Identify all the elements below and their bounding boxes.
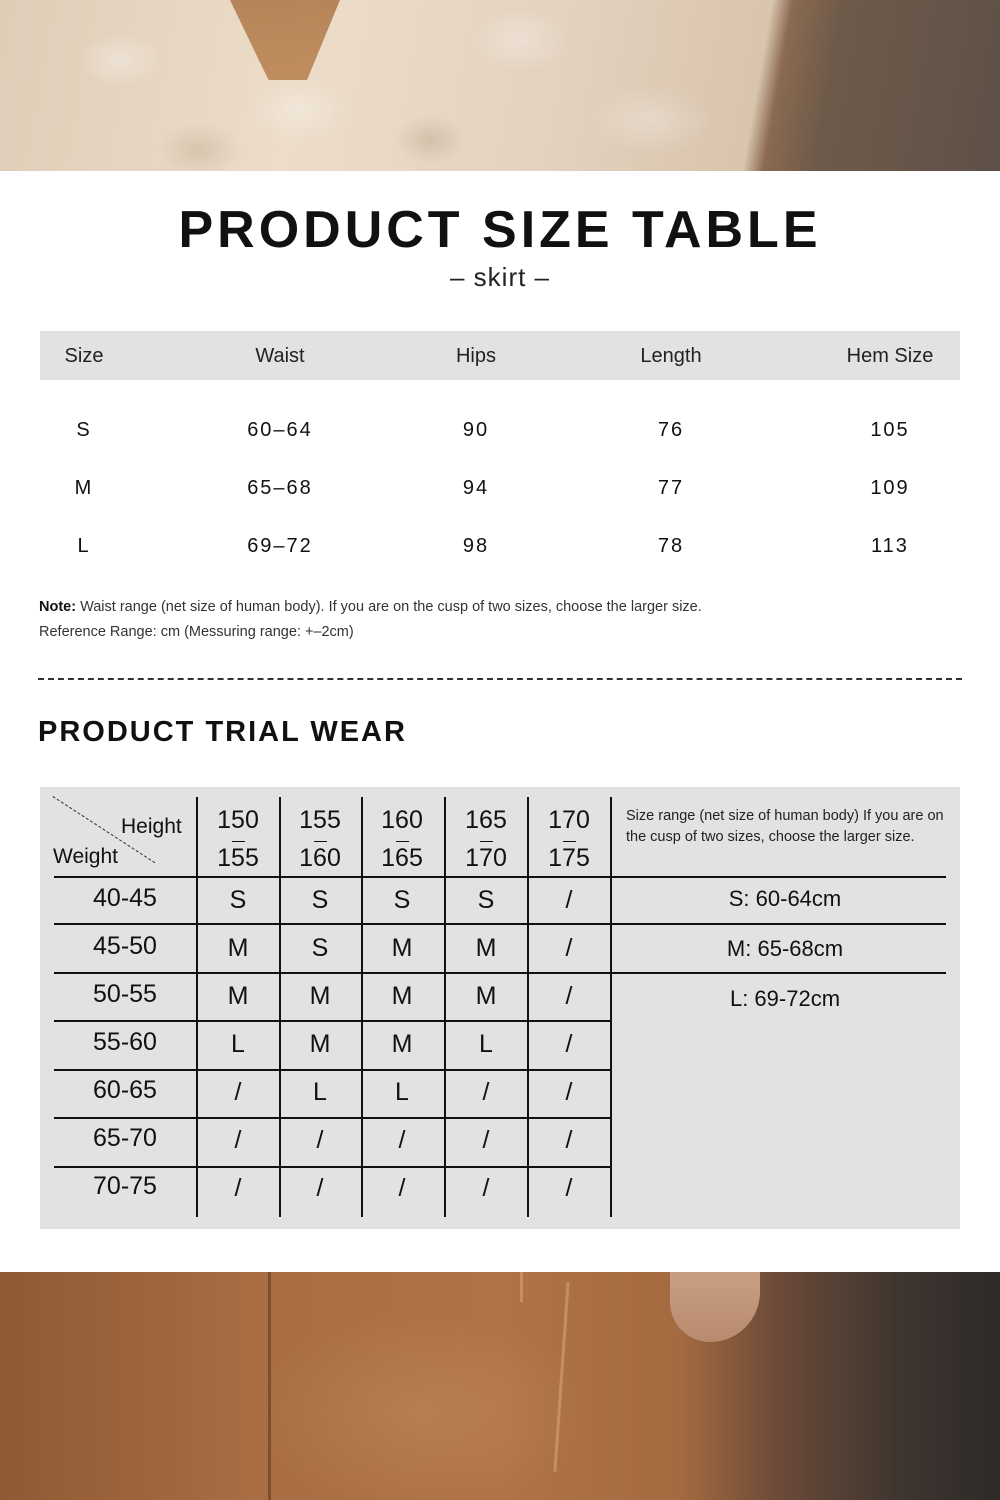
trial-size-cell: S: [477, 886, 495, 914]
height-range-from: 155: [299, 806, 341, 834]
size-header-hips: Hips: [455, 345, 496, 367]
section-divider: [38, 678, 962, 680]
size-header-size: Size: [64, 345, 104, 367]
grid-hline: [54, 1069, 611, 1071]
trial-size-cell: M: [391, 934, 413, 962]
size-cell: 90: [462, 419, 490, 441]
collar-detail: [230, 0, 340, 80]
grid-hline: [54, 1117, 611, 1119]
weight-range: 50-55: [93, 980, 157, 1008]
trial-size-cell: /: [565, 1126, 573, 1154]
height-range-from: 170: [548, 806, 590, 834]
trial-size-cell: /: [482, 1078, 490, 1106]
trial-size-cell: M: [309, 1030, 331, 1058]
trial-size-cell: S: [229, 886, 247, 914]
trial-size-cell: M: [309, 982, 331, 1010]
grid-hline: [54, 923, 946, 925]
note-label: Note:: [39, 599, 77, 615]
trial-size-cell: /: [234, 1078, 242, 1106]
trial-size-cell: L: [479, 1030, 493, 1058]
height-range-to: 165: [381, 844, 423, 872]
height-range-to: 155: [217, 844, 259, 872]
range-bar: [232, 841, 245, 842]
height-range-to: 170: [465, 844, 507, 872]
range-bar: [480, 841, 493, 842]
range-bar: [314, 841, 327, 842]
height-range-from: 165: [465, 806, 507, 834]
grid-hline: [54, 1020, 611, 1022]
trial-size-cell: M: [475, 934, 497, 962]
height-range-to: 160: [299, 844, 341, 872]
height-range-to: 175: [548, 844, 590, 872]
trial-size-cell: /: [565, 1174, 573, 1202]
trial-size-cell: /: [398, 1126, 406, 1154]
trial-size-cell: /: [565, 886, 573, 914]
size-cell: 77: [657, 477, 685, 499]
range-note: Size range (net size of human body) If you are on the cusp of two sizes, choose the larger size.: [626, 808, 944, 845]
trial-size-cell: S: [311, 934, 329, 962]
range-bar: [396, 841, 409, 842]
trial-size-cell: L: [231, 1030, 245, 1058]
size-cell: 113: [871, 535, 909, 557]
size-cell: 60–64: [247, 419, 313, 441]
trial-size-cell: L: [395, 1078, 409, 1106]
model-hand: [670, 1272, 760, 1342]
size-cell: 94: [462, 477, 490, 499]
weight-range: 40-45: [93, 884, 157, 912]
size-cell: M: [74, 477, 94, 499]
size-header-hem-size: Hem Size: [846, 345, 934, 367]
grid-hline: [54, 1166, 611, 1168]
drawstring-right: [553, 1282, 569, 1472]
weight-range: 55-60: [93, 1028, 157, 1056]
size-cell: 76: [657, 419, 685, 441]
range-bar: [563, 841, 576, 842]
trial-size-cell: /: [482, 1174, 490, 1202]
size-cell: S: [76, 419, 92, 441]
trial-size-cell: M: [391, 1030, 413, 1058]
trial-size-cell: M: [391, 982, 413, 1010]
size-cell: 109: [870, 477, 910, 499]
size-cell: 69–72: [247, 535, 313, 557]
reference-range: Reference Range: cm (Messuring range: +–2cm): [39, 624, 354, 640]
bottom-product-photo: [0, 1272, 1000, 1500]
trial-size-cell: M: [227, 934, 249, 962]
trial-size-cell: /: [316, 1174, 324, 1202]
height-range-from: 150: [217, 806, 259, 834]
trial-size-cell: M: [227, 982, 249, 1010]
top-product-photo: [0, 0, 1000, 171]
height-range: [445, 801, 527, 877]
waist-range: M: 65-68cm: [726, 936, 844, 961]
height-range: [361, 801, 443, 877]
size-header-length: Length: [640, 345, 702, 367]
trial-size-cell: /: [234, 1126, 242, 1154]
weight-range: 60-65: [93, 1076, 157, 1104]
trial-size-cell: /: [565, 1078, 573, 1106]
height-range: [197, 801, 279, 877]
size-cell: 98: [462, 535, 490, 557]
size-cell: 78: [657, 535, 685, 557]
trial-title: PRODUCT TRIAL WEAR: [38, 716, 407, 748]
size-note: [39, 595, 702, 645]
trial-size-cell: /: [565, 982, 573, 1010]
size-cell: L: [77, 535, 91, 557]
grid-hline: [54, 972, 946, 974]
page-subtitle: – skirt –: [449, 262, 551, 292]
trial-size-cell: L: [313, 1078, 327, 1106]
height-label: Height: [121, 815, 182, 838]
trial-size-cell: S: [393, 886, 411, 914]
side-seam: [268, 1272, 271, 1500]
size-cell: 105: [870, 419, 910, 441]
height-range: [528, 801, 610, 877]
size-cell: 65–68: [247, 477, 313, 499]
trial-size-cell: /: [482, 1126, 490, 1154]
trial-size-cell: S: [311, 886, 329, 914]
trial-size-cell: /: [398, 1174, 406, 1202]
weight-range: 45-50: [93, 932, 157, 960]
drawstring-left: [520, 1272, 523, 1302]
trial-size-cell: /: [565, 934, 573, 962]
waist-range: S: 60-64cm: [728, 886, 842, 911]
weight-range: 70-75: [93, 1172, 157, 1200]
page-title: PRODUCT SIZE TABLE: [178, 201, 822, 259]
waist-range: L: 69-72cm: [729, 986, 841, 1011]
weight-label: Weight: [53, 845, 118, 868]
trial-size-cell: /: [565, 1030, 573, 1058]
size-header-waist: Waist: [255, 345, 305, 367]
height-range-from: 160: [381, 806, 423, 834]
weight-range: 65-70: [93, 1124, 157, 1152]
trial-size-cell: /: [316, 1126, 324, 1154]
trial-size-cell: M: [475, 982, 497, 1010]
height-range: [279, 801, 361, 877]
note-text: Waist range (net size of human body). If you are on the cusp of two sizes, choose the larger size.: [76, 599, 702, 615]
trial-size-cell: /: [234, 1174, 242, 1202]
